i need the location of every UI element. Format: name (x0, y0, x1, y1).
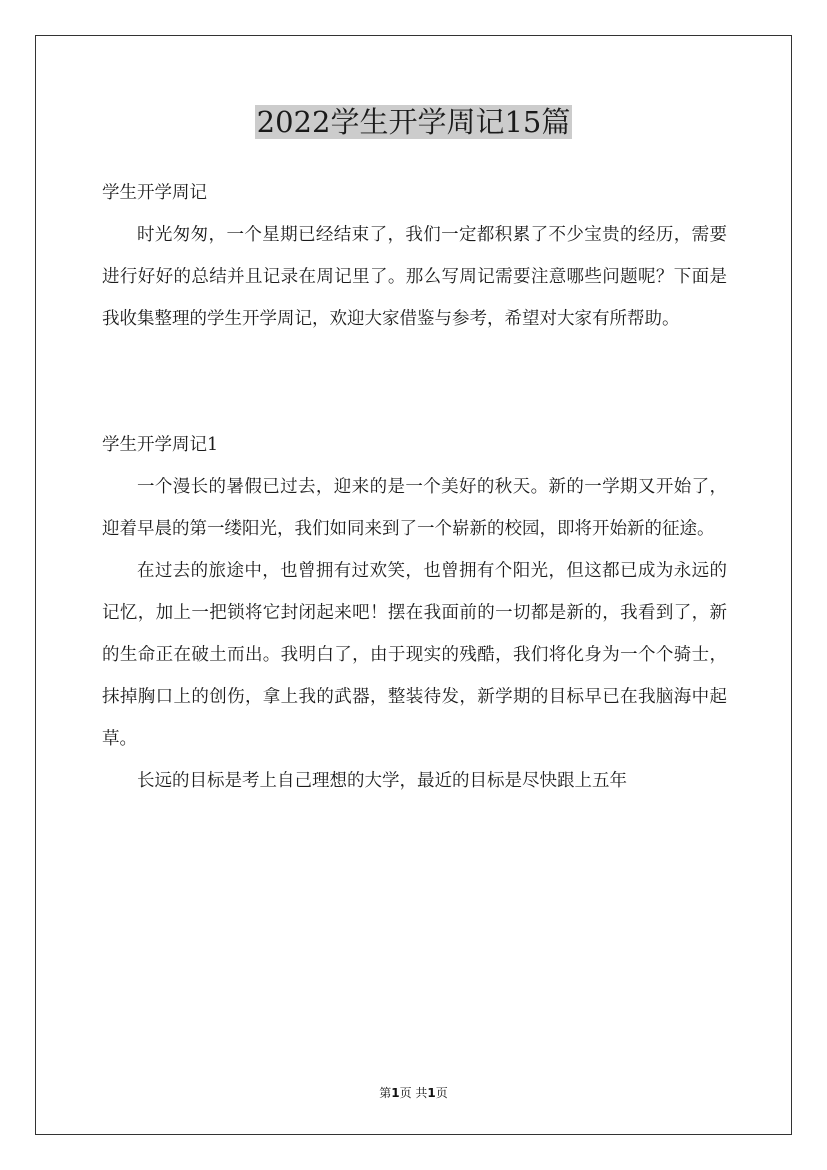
footer-page-number: 1 (391, 1086, 400, 1100)
footer-suffix: 页 (435, 1086, 448, 1100)
document-body (102, 172, 727, 802)
footer-prefix: 第 (379, 1086, 392, 1100)
document-title (0, 100, 827, 144)
section1-paragraph-2: 在过去的旅途中，也曾拥有过欢笑，也曾拥有个阳光，但这都已成为永远的记忆，加上一把锁将它封闭起来吧！摆在我面前的一切都是新的，我看到了，新的生命正在破土而出。我明白了，由于现实的残酷，我们将化身为一个个骑士，抹掉胸口上的创伤，拿上我的武器，整装待发，新学期的目标早已在我脑海中起草。 (102, 561, 727, 749)
footer-mid: 页 共 (399, 1086, 428, 1100)
title-text: 2022学生开学周记15篇 (256, 105, 571, 139)
section-spacer (102, 340, 727, 424)
section1-paragraph-1: 一个漫长的暑假已过去，迎来的是一个美好的秋天。新的一学期又开始了，迎着早晨的第一缕阳光，我们如同来到了一个崭新的校园，即将开始新的征途。 (102, 477, 727, 539)
page-footer (0, 1085, 827, 1101)
intro-paragraph: 时光匆匆，一个星期已经结束了，我们一定都积累了不少宝贵的经历，需要进行好好的总结并且记录在周记里了。那么写周记需要注意哪些问题呢？下面是我收集整理的学生开学周记，欢迎大家借鉴与参考，希望对大家有所帮助。 (102, 225, 727, 329)
footer-total-pages: 1 (427, 1086, 436, 1100)
intro-heading: 学生开学周记 (102, 183, 207, 203)
section1-heading: 学生开学周记1 (102, 435, 219, 455)
section1-paragraph-3: 长远的目标是考上自己理想的大学，最近的目标是尽快跟上五年 (137, 771, 627, 791)
